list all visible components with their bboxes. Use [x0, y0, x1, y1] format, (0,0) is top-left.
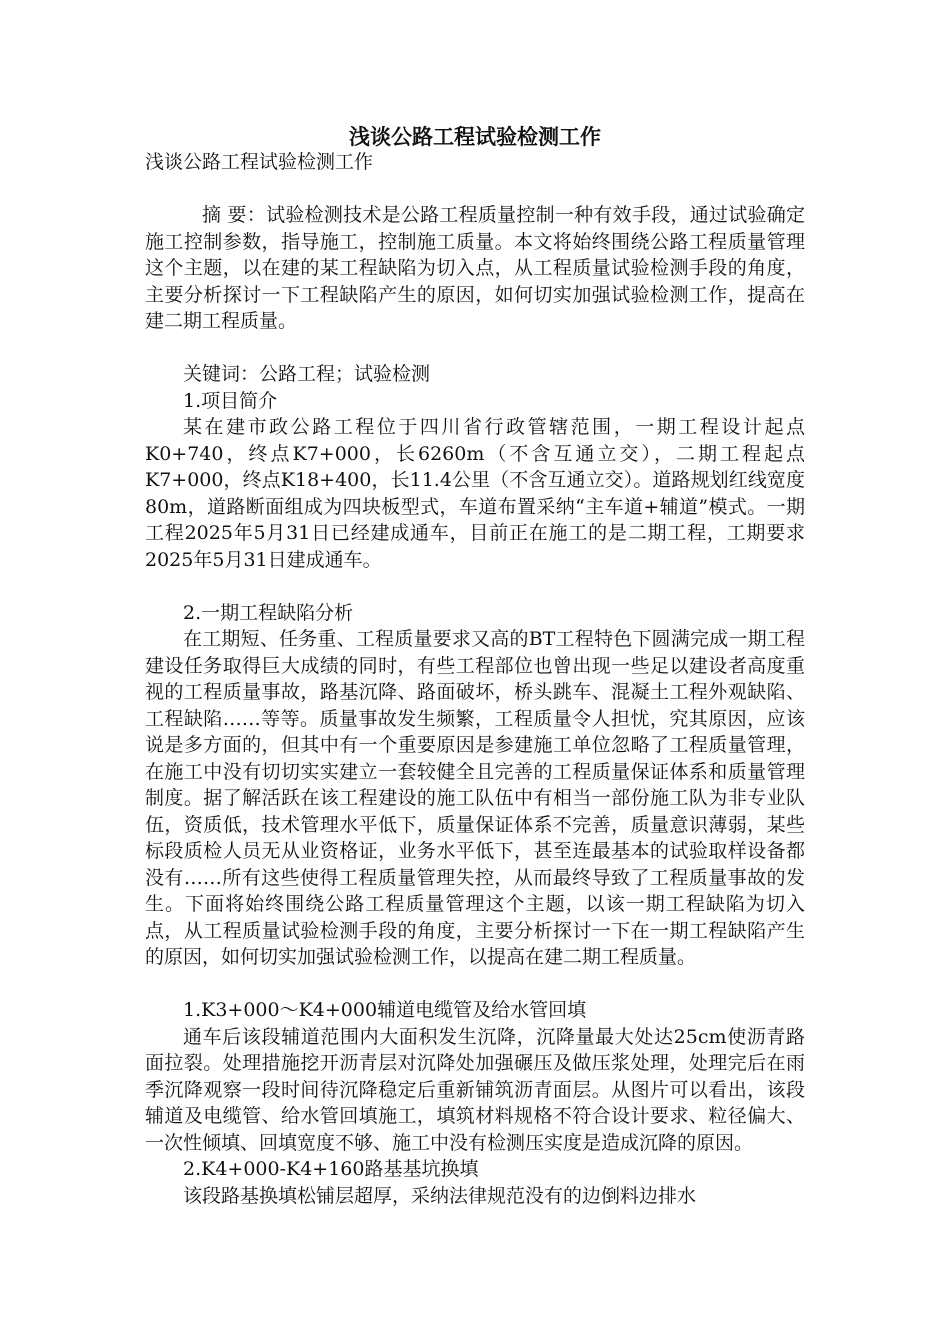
- abstract-paragraph: 摘 要：试验检测技术是公路工程质量控制一种有效手段，通过试验确定施工控制参数，指导施工，控制施工质量。本文将始终围绕公路工程质量管理这个主题，以在建的某工程缺陷为切入点，从工程质量试验检测手段的角度，主要分析探讨一下工程缺陷产生的原因，如何切实加强试验检测工作，提高在建二期工程质量。: [145, 204, 805, 332]
- blank-line: [145, 335, 805, 362]
- document-title: 浅谈公路工程试验检测工作: [349, 124, 601, 149]
- blank-line: [145, 971, 805, 998]
- keywords-line: 关键词：公路工程；试验检测: [183, 363, 431, 385]
- section-2-paragraph: 在工期短、任务重、工程质量要求又高的BT工程特色下圆满完成一期工程建设任务取得巨大成绩的同时，有些工程部位也曾出现一些足以建设者高度重视的工程质量事故，路基沉降、路面破坏，桥头跳车、混凝土工程外观缺陷、工程缺陷……等等。质量事故发生频繁，工程质量令人担忧，究其原因，应该说是多方面的，但其中有一个重要原因是参建施工单位忽略了工程质量管理，在施工中没有切切实实建立一套较健全且完善的工程质量保证体系和质量管理制度。据了解活跃在该工程建设的施工队伍中有相当一部份施工队为非专业队伍，资质低，技术管理水平低下，质量保证体系不完善，质量意识薄弱，某些标段质检人员无从业资格证，业务水平低下，甚至连最基本的试验取样设备都没有……所有这些使得工程质量管理失控，从而最终导致了工程质量事故的发生。下面将始终围绕公路工程质量管理这个主题，以该一期工程缺陷为切入点，从工程质量试验检测手段的角度，主要分析探讨一下在一期工程缺陷产生的原因，如何切实加强试验检测工作，以提高在建二期工程质量。: [145, 628, 805, 968]
- item-1-paragraph: 通车后该段辅道范围内大面积发生沉降，沉降量最大处达25cm使沥青路面拉裂。处理措施挖开沥青层对沉降处加强碾压及做压浆处理，处理完后在雨季沉降观察一段时间待沉降稳定后重新铺筑沥青面层。从图片可以看出，该段辅道及电缆管、给水管回填施工，填筑材料规格不符合设计要求、粒径偏大、一次性倾填、回填宽度不够、施工中没有检测压实度是造成沉降的原因。: [145, 1025, 805, 1154]
- item-1-heading: 1.K3+000～K4+000辅道电缆管及给水管回填: [183, 999, 587, 1021]
- document-subtitle: 浅谈公路工程试验检测工作: [145, 151, 374, 173]
- section-1-paragraph: 某在建市政公路工程位于四川省行政管辖范围，一期工程设计起点K0+740，终点K7+000，长6260m（不含互通立交），二期工程起点K7+000，终点K18+400，长11.4公里（不含互通立交）。道路规划红线宽度80m，道路断面组成为四块板型式，车道布置采纳“主车道+辅道”模式。一期工程2025年5月31日已经建成通车，目前正在施工的是二期工程，工期要求2025年5月31日建成通车。: [145, 416, 805, 571]
- item-2-paragraph: 该段路基换填松铺层超厚，采纳法律规范没有的边倒料边排水: [183, 1184, 697, 1207]
- section-2-heading: 2.一期工程缺陷分析: [183, 601, 354, 624]
- document-body: [145, 149, 805, 1209]
- blank-line: [145, 176, 805, 203]
- blank-line: [145, 573, 805, 600]
- item-2-heading: 2.K4+000-K4+160路基基坑换填: [183, 1158, 479, 1180]
- section-1-heading: 1.项目简介: [183, 389, 278, 412]
